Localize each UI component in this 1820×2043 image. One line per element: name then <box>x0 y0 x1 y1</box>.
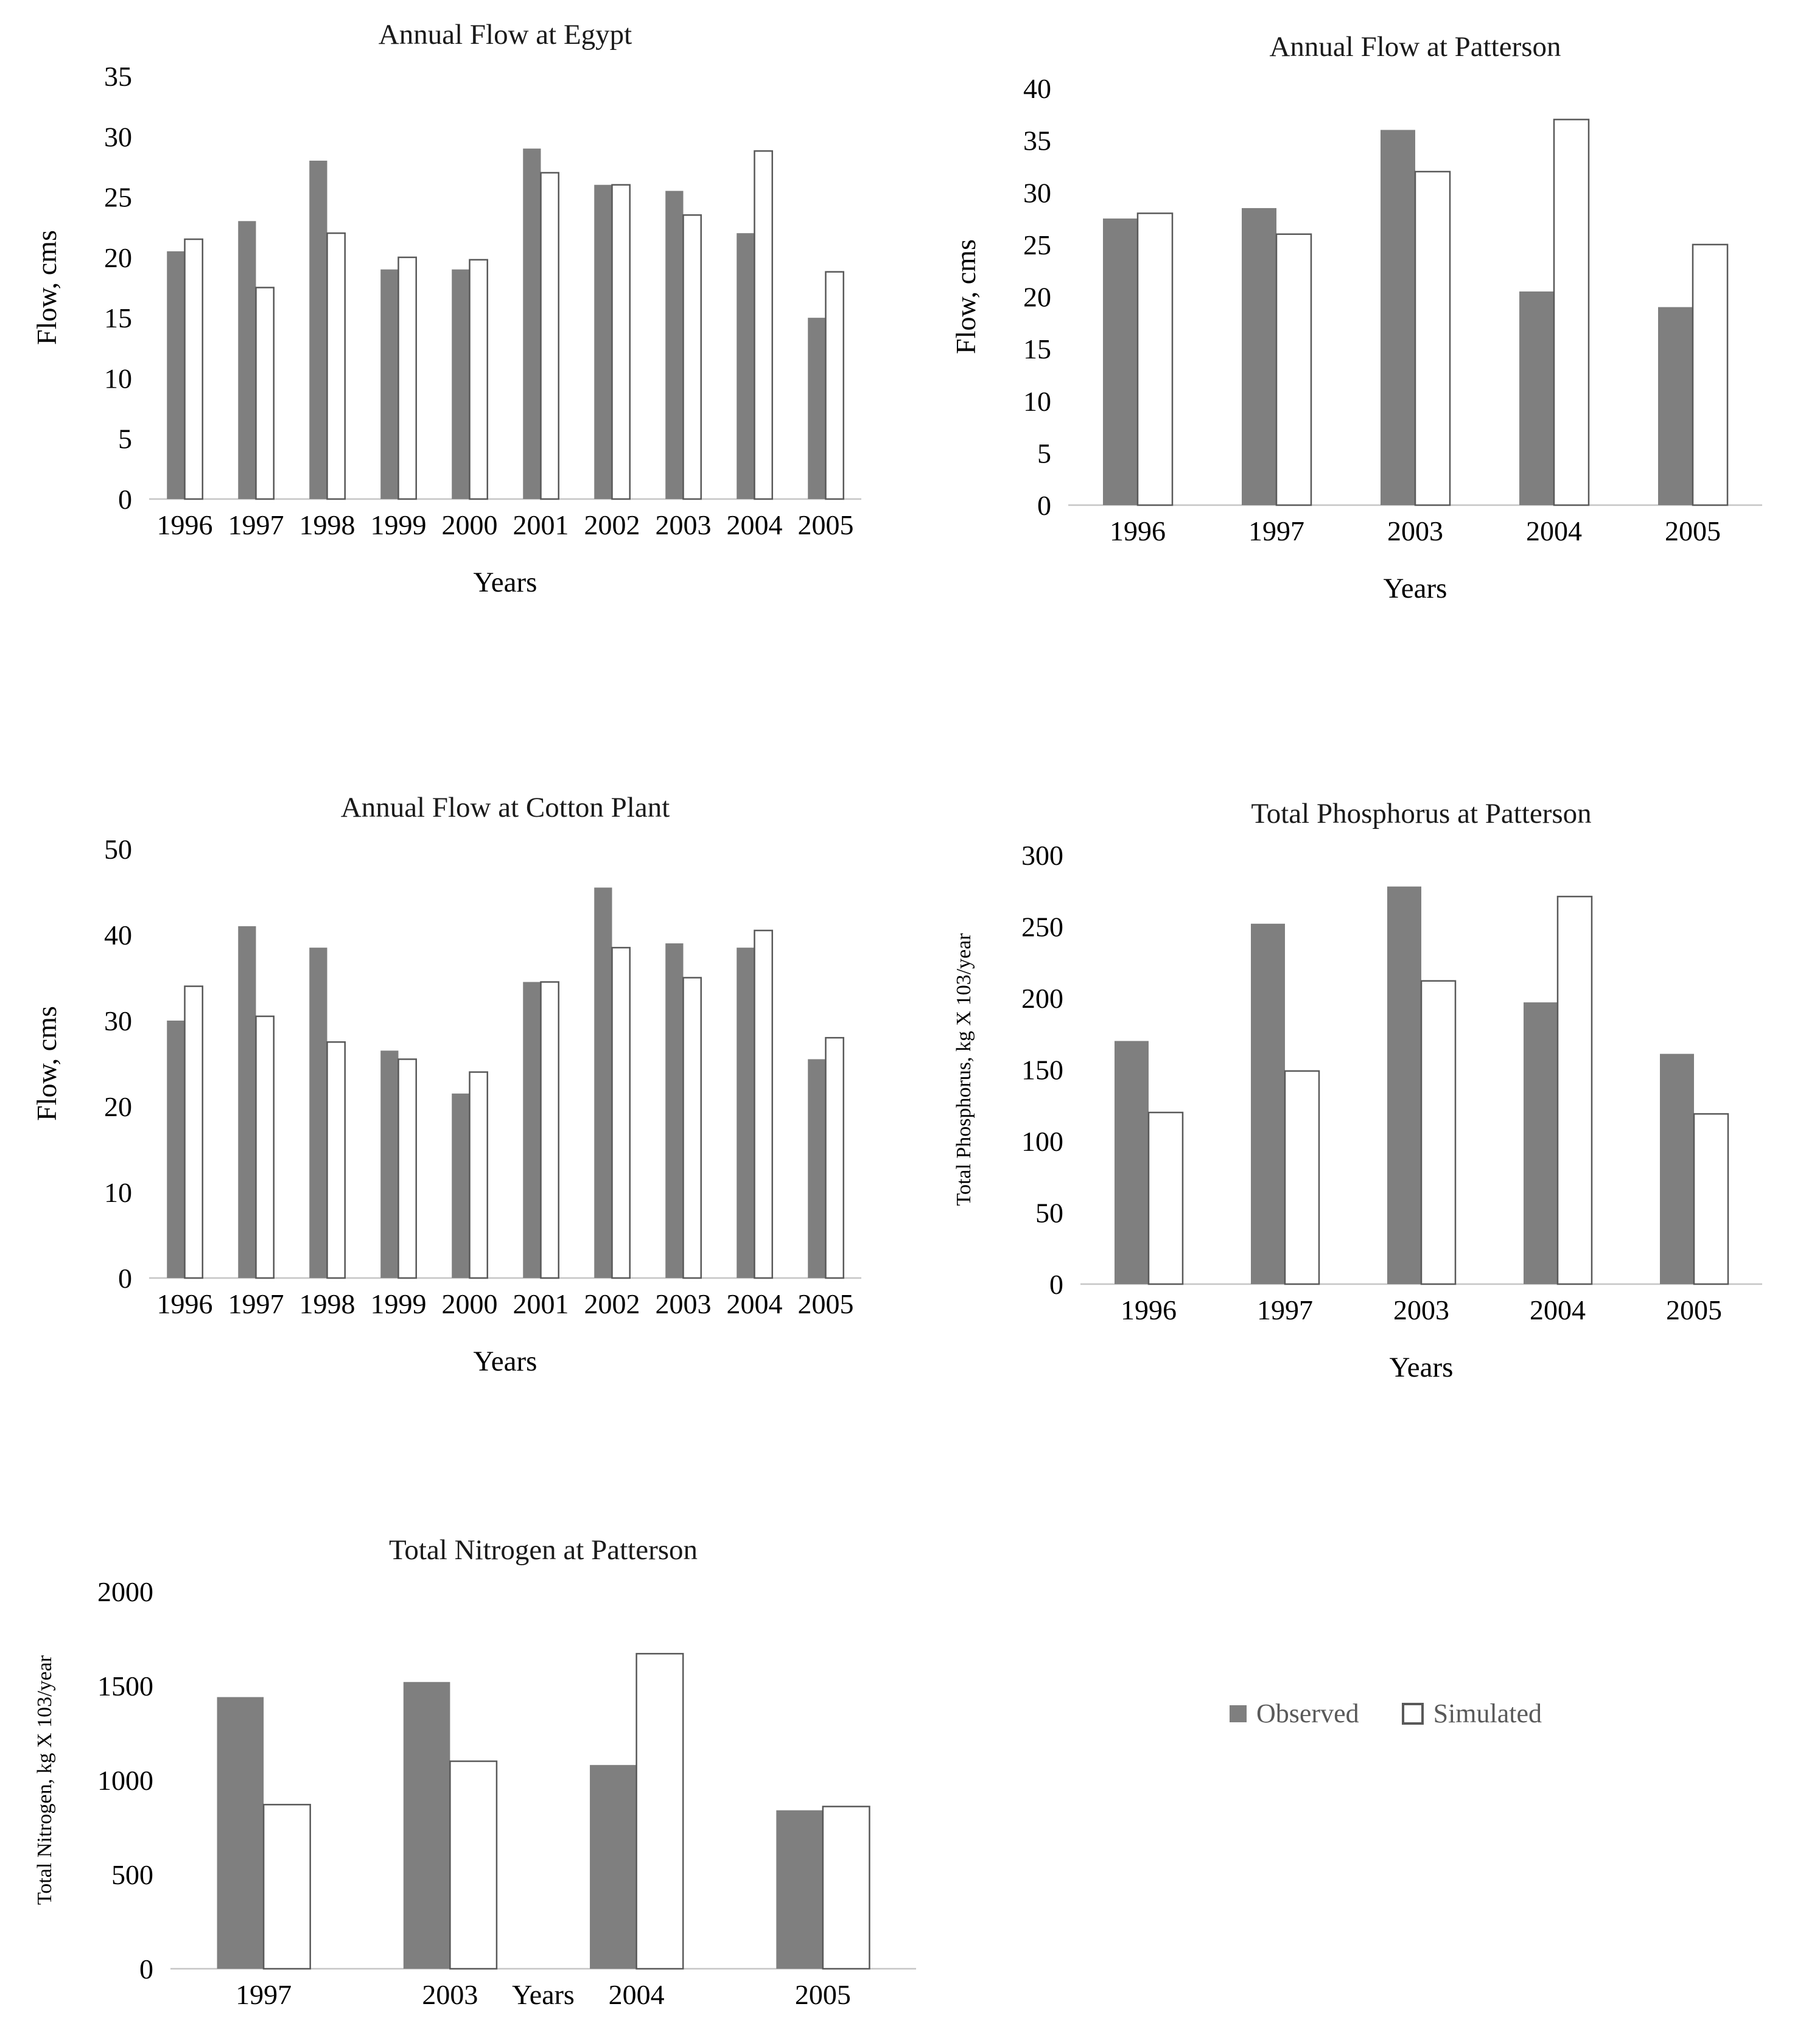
svg-text:Total Phosphorus, kg X 103/ye: Total Phosphorus, kg X 103/year <box>953 933 975 1206</box>
svg-text:1000: 1000 <box>97 1765 153 1796</box>
svg-text:1500: 1500 <box>97 1671 153 1702</box>
svg-text:2000: 2000 <box>97 1576 153 1607</box>
svg-text:0: 0 <box>118 484 132 515</box>
chart-canvas <box>18 6 889 609</box>
chart-canvas <box>18 779 889 1388</box>
svg-text:2005: 2005 <box>794 1979 851 2010</box>
svg-text:Years: Years <box>512 1979 575 2010</box>
svg-text:50: 50 <box>1035 1197 1063 1229</box>
observed-swatch-icon <box>1230 1705 1247 1722</box>
svg-text:40: 40 <box>104 920 132 951</box>
svg-text:2000: 2000 <box>441 1288 498 1319</box>
svg-text:1996: 1996 <box>156 509 213 540</box>
svg-text:35: 35 <box>1023 125 1051 156</box>
svg-text:0: 0 <box>1049 1269 1063 1300</box>
legend-label-observed: Observed <box>1256 1699 1359 1728</box>
svg-text:2005: 2005 <box>797 509 854 540</box>
svg-text:2003: 2003 <box>655 509 712 540</box>
svg-text:0: 0 <box>1037 490 1051 521</box>
chart-annual-flow-egypt <box>18 6 889 609</box>
svg-text:Years: Years <box>1383 573 1447 604</box>
chart-canvas <box>18 1521 943 2027</box>
svg-text:0: 0 <box>139 1954 153 1985</box>
svg-text:2000: 2000 <box>441 509 498 540</box>
svg-text:Total Phosphorus at Patterson: Total Phosphorus at Patterson <box>1251 798 1592 829</box>
svg-text:Years: Years <box>473 567 537 598</box>
legend-label-simulated: Simulated <box>1433 1699 1542 1728</box>
svg-text:Flow, cms: Flow, cms <box>31 1006 62 1121</box>
svg-text:150: 150 <box>1021 1054 1063 1086</box>
svg-text:Annual Flow at Egypt: Annual Flow at Egypt <box>378 19 632 51</box>
legend-item-simulated <box>1402 1698 1542 1729</box>
svg-text:1999: 1999 <box>370 1288 427 1319</box>
svg-text:500: 500 <box>111 1859 153 1890</box>
svg-text:30: 30 <box>1023 177 1051 209</box>
svg-text:1996: 1996 <box>1110 515 1166 547</box>
svg-text:250: 250 <box>1021 911 1063 943</box>
svg-text:1997: 1997 <box>1248 515 1304 547</box>
svg-text:35: 35 <box>104 61 132 92</box>
svg-text:15: 15 <box>1023 334 1051 365</box>
svg-text:Total Nitrogen at Patterson: Total Nitrogen at Patterson <box>388 1534 698 1566</box>
svg-text:2002: 2002 <box>584 1288 640 1319</box>
svg-text:1997: 1997 <box>228 509 284 540</box>
svg-text:5: 5 <box>118 423 132 455</box>
svg-text:1997: 1997 <box>1257 1294 1313 1325</box>
svg-text:2001: 2001 <box>513 1288 569 1319</box>
svg-text:2005: 2005 <box>1666 1294 1722 1325</box>
svg-text:Years: Years <box>473 1346 537 1377</box>
svg-text:2004: 2004 <box>726 509 783 540</box>
svg-text:2005: 2005 <box>797 1288 854 1319</box>
svg-text:0: 0 <box>118 1263 132 1294</box>
chart-total-nitrogen-patterson <box>18 1521 943 2027</box>
svg-text:50: 50 <box>104 834 132 865</box>
svg-text:Years: Years <box>1389 1352 1454 1383</box>
svg-text:20: 20 <box>1023 281 1051 313</box>
svg-text:2005: 2005 <box>1665 515 1721 547</box>
chart-total-phosphorus-patterson <box>937 785 1790 1394</box>
svg-text:Flow, cms: Flow, cms <box>31 230 62 345</box>
legend-item-observed <box>1230 1698 1359 1729</box>
svg-text:40: 40 <box>1023 73 1051 104</box>
svg-text:2003: 2003 <box>422 1979 478 2010</box>
svg-text:10: 10 <box>104 1177 132 1208</box>
svg-text:5: 5 <box>1037 438 1051 469</box>
chart-annual-flow-patterson <box>937 18 1790 615</box>
svg-text:1997: 1997 <box>236 1979 292 2010</box>
svg-text:1996: 1996 <box>1121 1294 1177 1325</box>
svg-text:15: 15 <box>104 302 132 334</box>
svg-text:1998: 1998 <box>299 509 355 540</box>
svg-text:30: 30 <box>104 1005 132 1036</box>
svg-text:Flow, cms: Flow, cms <box>950 239 981 354</box>
svg-text:20: 20 <box>104 1091 132 1122</box>
svg-text:2004: 2004 <box>726 1288 783 1319</box>
svg-text:1998: 1998 <box>299 1288 355 1319</box>
svg-text:25: 25 <box>1023 229 1051 260</box>
chart-canvas <box>937 785 1790 1394</box>
svg-text:300: 300 <box>1021 840 1063 871</box>
svg-text:10: 10 <box>1023 385 1051 417</box>
svg-text:2004: 2004 <box>1530 1294 1586 1325</box>
svg-text:2003: 2003 <box>1393 1294 1449 1325</box>
svg-text:Annual Flow at Patterson: Annual Flow at Patterson <box>1269 31 1561 63</box>
svg-text:Annual Flow at Cotton Plant: Annual Flow at Cotton Plant <box>340 792 670 823</box>
svg-text:1996: 1996 <box>156 1288 213 1319</box>
svg-text:2003: 2003 <box>655 1288 712 1319</box>
svg-text:1999: 1999 <box>370 509 427 540</box>
chart-legend <box>1230 1698 1542 1729</box>
svg-text:2002: 2002 <box>584 509 640 540</box>
chart-canvas <box>937 18 1790 615</box>
svg-text:2004: 2004 <box>608 1979 665 2010</box>
svg-text:2003: 2003 <box>1387 515 1443 547</box>
svg-text:20: 20 <box>104 242 132 273</box>
svg-text:1997: 1997 <box>228 1288 284 1319</box>
svg-text:2004: 2004 <box>1526 515 1582 547</box>
svg-text:30: 30 <box>104 121 132 153</box>
svg-text:100: 100 <box>1021 1126 1063 1157</box>
chart-annual-flow-cotton-plant <box>18 779 889 1388</box>
svg-text:200: 200 <box>1021 983 1063 1014</box>
svg-text:Total Nitrogen, kg X 103/year: Total Nitrogen, kg X 103/year <box>33 1655 56 1905</box>
svg-text:25: 25 <box>104 181 132 213</box>
svg-text:10: 10 <box>104 363 132 394</box>
svg-text:2001: 2001 <box>513 509 569 540</box>
simulated-swatch-icon <box>1402 1703 1424 1725</box>
